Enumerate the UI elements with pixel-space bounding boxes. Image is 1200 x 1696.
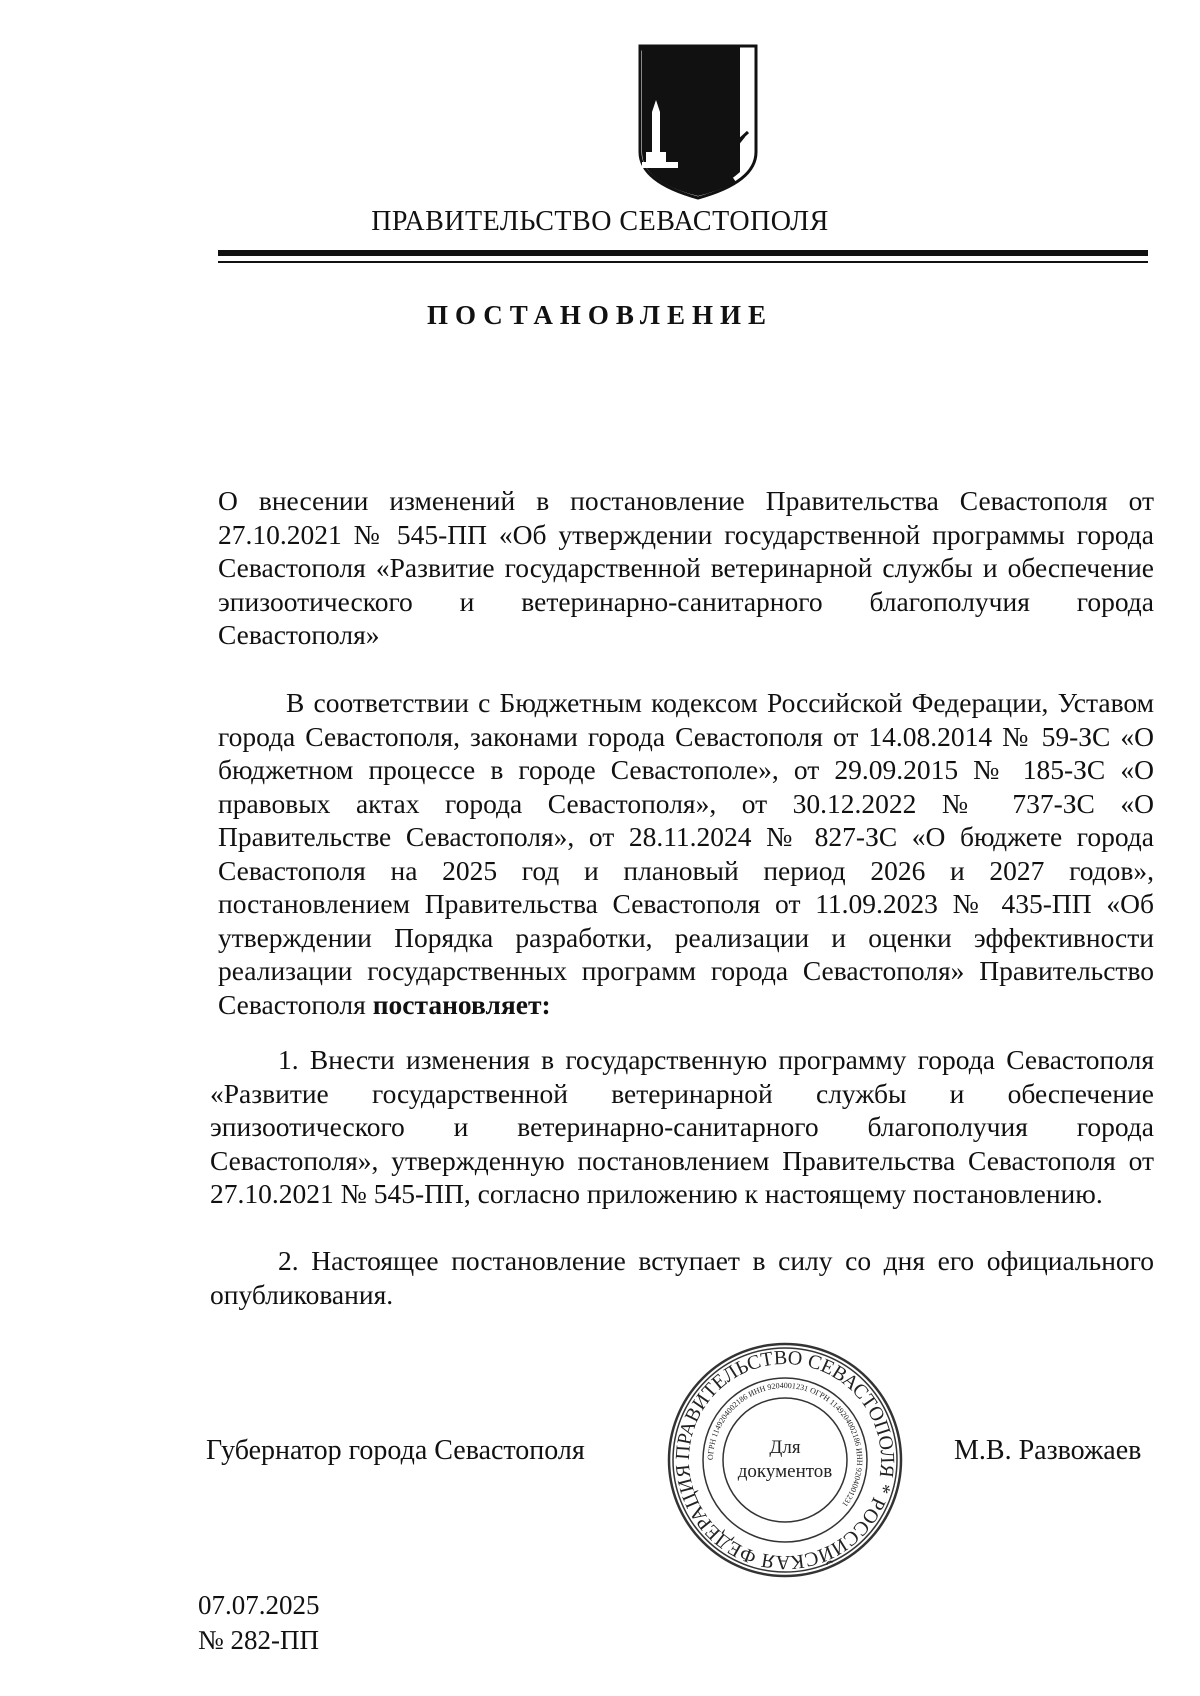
document-type: ПОСТАНОВЛЕНИЕ — [426, 300, 774, 330]
coat-of-arms-icon — [636, 42, 760, 202]
organization-name: ПРАВИТЕЛЬСТВО СЕВАСТОПОЛЯ — [371, 206, 829, 237]
legal-basis-decree-word: постановляет: — [372, 988, 551, 1020]
header-rule-thin — [218, 261, 1148, 263]
decree-item-1: 1. Внести изменения в государственную программу города Севастополя «Развитие государственной ветеринарной службы и обеспечение эпизоотического и ветеринарно-санитарного благополучия города Севастополя», утвержденную постановлением Правительства Севастополя от 27.10.2021 № 545-ПП, согласно приложению к настоящему постановлению. — [210, 1044, 1154, 1209]
seal-outer-text: ПРАВИТЕЛЬСТВО СЕВАСТОПОЛЯ * РОССИЙСКАЯ ФЕДЕРАЦИЯ — [671, 1346, 899, 1574]
seal-center-line-1: Для — [769, 1437, 801, 1458]
signatory-position: Губернатор города Севастополя — [206, 1435, 585, 1466]
signatory-name: М.В. Развожаев — [954, 1435, 1142, 1466]
document-title: О внесении изменений в постановление Правительства Севастополя от 27.10.2021 № 545-ПП «Об утверждении государственной программы города Севастополя «Развитие государственной ветеринарной службы и обеспечение эпизоотического и ветеринарно-санитарного благополучия города Севастополя» — [218, 485, 1154, 650]
header-rule-thick — [218, 250, 1148, 256]
official-seal — [665, 1340, 905, 1580]
seal-inner-text: ОГРН 1149204002186 ИНН 9204001231 ОГРН 1149204002186 ИНН 9204001231 — [705, 1380, 865, 1509]
document-date: 07.07.2025 — [198, 1590, 320, 1620]
seal-center — [665, 1340, 905, 1580]
legal-basis-text: В соответствии с Бюджетным кодексом Российской Федерации, Уставом города Севастополя, законами города Севастополя от 14.08.2014 № 59-ЗС «О бюджетном процессе в городе Севастополе», от 29.09.2015 № 185-ЗС «О правовых актах города Севастополя», от 30.12.2022 № 737-ЗС «О Правительстве Севастополя», от 28.11.2024 № 827-ЗС «О бюджете города Севастополя на 2025 год и плановый период 2026 и 2027 годов», постановлением Правительства Севастополя от 11.09.2023 № 435-ПП «Об утверждении Порядка разработки, реализации и оценки эффективности реализации государственных программ города Севастополя» Правительство Севастополя — [218, 687, 1154, 1020]
decree-item-2: 2. Настоящее постановление вступает в силу со дня его официального опубликования. — [210, 1245, 1154, 1310]
seal-center-line-2: документов — [737, 1461, 833, 1482]
document-number: № 282-ПП — [198, 1625, 319, 1655]
legal-basis-paragraph — [218, 686, 1154, 1021]
